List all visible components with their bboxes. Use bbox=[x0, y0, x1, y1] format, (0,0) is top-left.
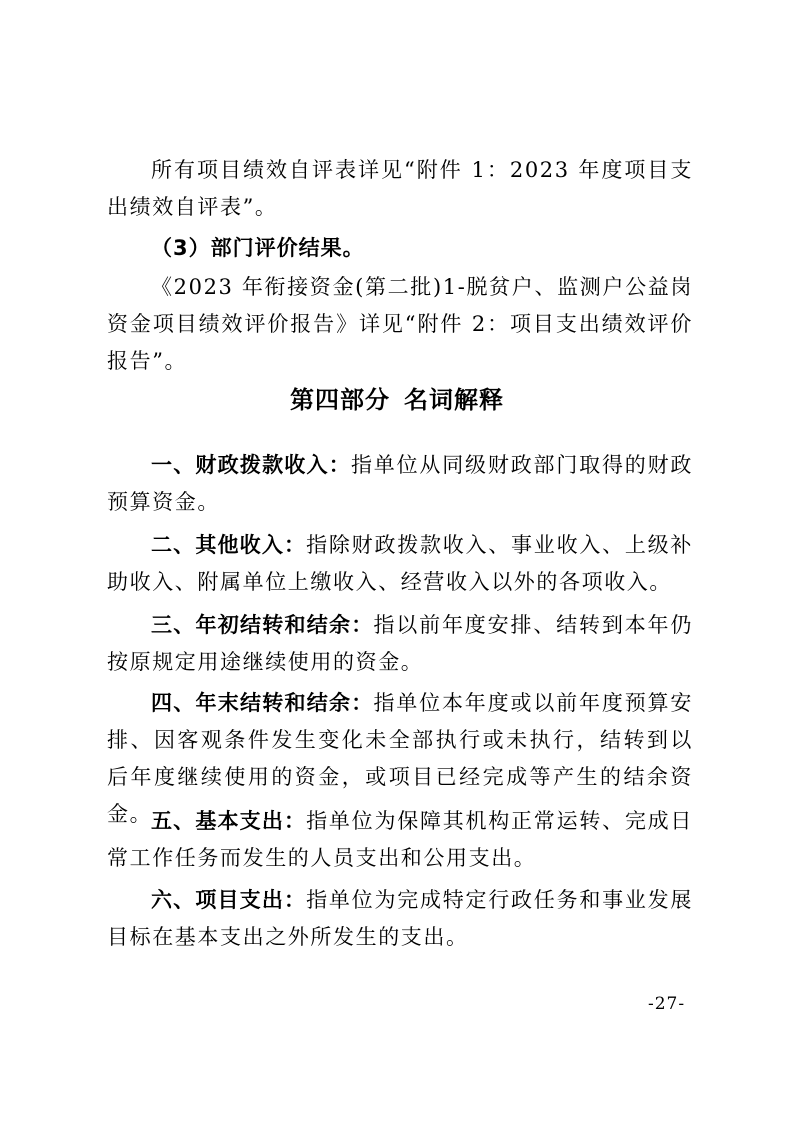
definition-item bbox=[107, 527, 693, 601]
definition-text: 指除财政拨款收入、事业收入、上级补助收入、附属单位上缴收入、经营收入以外的各项收入。 bbox=[107, 533, 693, 594]
definition-term: 一、财政拨款收入： bbox=[151, 453, 351, 477]
paragraph-self-evaluation: 所有项目绩效自评表详见“附件 1：2023 年度项目支出绩效自评表”。 bbox=[107, 158, 693, 219]
definition-item bbox=[107, 447, 693, 521]
page-number: -27- bbox=[648, 994, 686, 1014]
definition-item bbox=[107, 607, 693, 681]
section-title-part2: 名词解释 bbox=[404, 385, 504, 414]
paragraph-evaluation-report: 《2023 年衔接资金(第二批)1-脱贫户、监测户公益岗资金项目绩效评价报告》详见“附件 2：项目支出绩效评价报告”。 bbox=[107, 275, 693, 373]
definition-text: 指单位本年度或以前年度预算安排、因客观条件发生变化未全部执行或未执行，结转到以后年度继续使用的资金，或项目已经完成等产生的结余资金。 bbox=[107, 691, 693, 826]
definition-item bbox=[107, 803, 693, 877]
definition-text: 指单位为保障其机构正常运转、完成日常工作任务而发生的人员支出和公用支出。 bbox=[107, 809, 693, 870]
definition-term: 三、年初结转和结余： bbox=[151, 613, 374, 637]
definition-text: 指单位为完成特定行政任务和事业发展目标在基本支出之外所发生的支出。 bbox=[107, 888, 693, 949]
definition-text: 指以前年度安排、结转到本年仍按原规定用途继续使用的资金。 bbox=[107, 613, 693, 674]
definition-term: 六、项目支出： bbox=[151, 888, 307, 912]
definition-term: 四、年末结转和结余： bbox=[151, 691, 374, 715]
section-title-part1: 第四部分 bbox=[290, 385, 390, 414]
definition-term: 二、其他收入： bbox=[151, 533, 307, 557]
definition-item bbox=[107, 882, 693, 956]
definition-text: 指单位从同级财政部门取得的财政预算资金。 bbox=[107, 453, 694, 514]
section-title bbox=[0, 380, 794, 420]
subheading-department-evaluation: （3）部门评价结果。 bbox=[151, 236, 365, 260]
definition-term: 五、基本支出： bbox=[151, 809, 307, 833]
